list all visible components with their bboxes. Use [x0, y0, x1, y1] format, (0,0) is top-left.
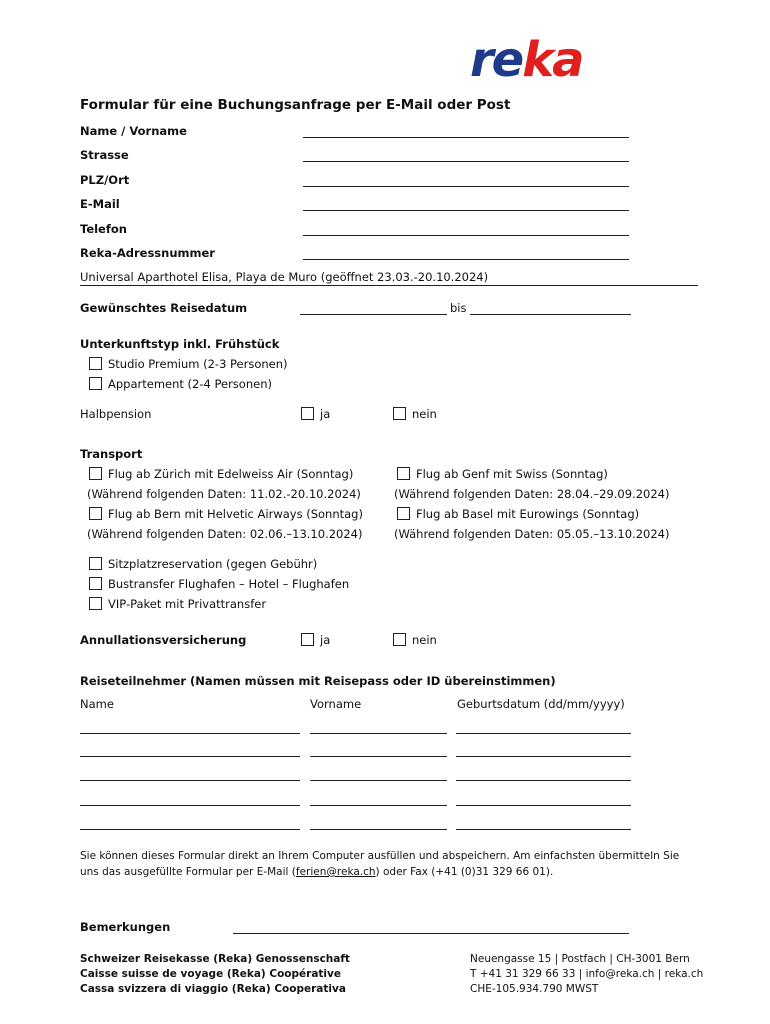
option-appartement: Appartement (2-4 Personen): [108, 377, 272, 391]
participant-5-name-input[interactable]: [80, 829, 300, 830]
submission-note: [80, 848, 700, 880]
reka-logo: [470, 32, 583, 88]
footer-organization: [80, 952, 350, 997]
checkbox-flight-basel[interactable]: [397, 507, 410, 520]
extra-seat-reservation: Sitzplatzreservation (gegen Gebühr): [108, 557, 318, 571]
checkbox-flight-bern[interactable]: [89, 507, 102, 520]
halfboard-label: Halbpension: [80, 407, 152, 421]
note-line-2-pre: uns das ausgefüllte Formular per E-Mail (: [80, 866, 296, 878]
checkbox-appartement[interactable]: [89, 377, 102, 390]
flight-bern-label: Flug ab Bern mit Helvetic Airways (Sonntag): [108, 507, 363, 521]
checkbox-flight-genf[interactable]: [397, 467, 410, 480]
field-label-name: Name / Vorname: [80, 124, 187, 138]
field-input-strasse[interactable]: [303, 161, 629, 162]
halfboard-yes-label: ja: [320, 407, 331, 421]
flight-basel-label: Flug ab Basel mit Eurowings (Sonntag): [416, 507, 640, 521]
note-line-1: Sie können dieses Formular direkt an Ihrem Computer ausfüllen und abspeichern. Am einfachsten übermitteln Sie: [80, 850, 680, 862]
form-title: Formular für eine Buchungsanfrage per E-Mail oder Post: [80, 97, 511, 113]
field-label-strasse: Strasse: [80, 148, 129, 162]
participant-5-birthdate-input[interactable]: [456, 829, 631, 830]
participants-heading: Reiseteilnehmer (Namen müssen mit Reisepass oder ID übereinstimmen): [80, 674, 556, 688]
footer-phone-email: T +41 31 329 66 33 | info@reka.ch | reka.ch: [470, 968, 704, 980]
checkbox-flight-zurich[interactable]: [89, 467, 102, 480]
participant-1-birthdate-input[interactable]: [456, 733, 631, 734]
checkbox-cancellation-yes[interactable]: [301, 633, 314, 646]
participant-3-birthdate-input[interactable]: [456, 780, 631, 781]
field-label-reka-adressnummer: Reka-Adressnummer: [80, 246, 215, 260]
transport-heading: Transport: [80, 447, 143, 461]
field-input-name[interactable]: [303, 137, 629, 138]
cancellation-yes-label: ja: [320, 633, 331, 647]
field-label-email: E-Mail: [80, 197, 120, 211]
participant-1-name-input[interactable]: [80, 733, 300, 734]
footer-vat: CHE-105.934.790 MWST: [470, 983, 599, 995]
footer-contact: [470, 952, 703, 997]
flight-zurich-label: Flug ab Zürich mit Edelweiss Air (Sonntag): [108, 467, 354, 481]
remarks-label: Bemerkungen: [80, 920, 171, 934]
logo-part-re: re: [470, 32, 523, 88]
flight-zurich-dates: (Während folgenden Daten: 11.02.-20.10.2024): [87, 487, 361, 501]
field-input-telefon[interactable]: [303, 235, 629, 236]
participant-1-vorname-input[interactable]: [310, 733, 447, 734]
participants-col-name: Name: [80, 697, 114, 711]
cancellation-label: Annullationsversicherung: [80, 633, 247, 647]
participants-col-vorname: Vorname: [310, 697, 362, 711]
participant-3-name-input[interactable]: [80, 780, 300, 781]
participant-2-name-input[interactable]: [80, 756, 300, 757]
checkbox-halfboard-no[interactable]: [393, 407, 406, 420]
checkbox-halfboard-yes[interactable]: [301, 407, 314, 420]
participant-4-vorname-input[interactable]: [310, 805, 447, 806]
field-input-reka-adressnummer[interactable]: [303, 259, 629, 260]
participants-col-geburtsdatum: Geburtsdatum (dd/mm/yyyy): [457, 697, 625, 711]
footer-org-de: Schweizer Reisekasse (Reka) Genossenschaft: [80, 953, 350, 965]
checkbox-studio-premium[interactable]: [89, 357, 102, 370]
extra-bus-transfer: Bustransfer Flughafen – Hotel – Flughafen: [108, 577, 350, 591]
email-link[interactable]: ferien@reka.ch: [295, 866, 376, 878]
travel-date-label: Gewünschtes Reisedatum: [80, 301, 248, 315]
travel-date-to-input[interactable]: [470, 314, 631, 315]
travel-date-from-input[interactable]: [300, 314, 447, 315]
participant-3-vorname-input[interactable]: [310, 780, 447, 781]
flight-bern-dates: (Während folgenden Daten: 02.06.–13.10.2024): [87, 527, 363, 541]
cancellation-no-label: nein: [412, 633, 437, 647]
extra-vip-package: VIP-Paket mit Privattransfer: [108, 597, 267, 611]
accommodation-heading: Unterkunftstyp inkl. Frühstück: [80, 337, 280, 351]
halfboard-no-label: nein: [412, 407, 437, 421]
logo-part-ka: ka: [522, 32, 583, 88]
participant-2-birthdate-input[interactable]: [456, 756, 631, 757]
option-studio-premium: Studio Premium (2-3 Personen): [108, 357, 288, 371]
field-label-telefon: Telefon: [80, 222, 127, 236]
note-line-2: [80, 864, 700, 880]
field-label-plz-ort: PLZ/Ort: [80, 173, 130, 187]
checkbox-bus-transfer[interactable]: [89, 577, 102, 590]
hotel-info: Universal Aparthotel Elisa, Playa de Muro (geöffnet 23.03.-20.10.2024): [80, 270, 489, 284]
note-line-2-post: ) oder Fax (+41 (0)31 329 66 01).: [375, 866, 554, 878]
participant-4-name-input[interactable]: [80, 805, 300, 806]
field-input-email[interactable]: [303, 210, 629, 211]
participant-2-vorname-input[interactable]: [310, 756, 447, 757]
remarks-input[interactable]: [233, 933, 629, 934]
checkbox-vip-package[interactable]: [89, 597, 102, 610]
checkbox-cancellation-no[interactable]: [393, 633, 406, 646]
flight-genf-label: Flug ab Genf mit Swiss (Sonntag): [416, 467, 608, 481]
flight-genf-dates: (Während folgenden Daten: 28.04.–29.09.2024): [394, 487, 670, 501]
field-input-plz-ort[interactable]: [303, 186, 629, 187]
participant-4-birthdate-input[interactable]: [456, 805, 631, 806]
checkbox-seat-reservation[interactable]: [89, 557, 102, 570]
footer-org-it: Cassa svizzera di viaggio (Reka) Cooperativa: [80, 983, 346, 995]
footer-org-fr: Caisse suisse de voyage (Reka) Coopérative: [80, 968, 341, 980]
travel-date-bis: bis: [450, 301, 467, 315]
participant-5-vorname-input[interactable]: [310, 829, 447, 830]
hotel-divider: [80, 285, 698, 286]
flight-basel-dates: (Während folgenden Daten: 05.05.–13.10.2024): [394, 527, 670, 541]
footer-address: Neuengasse 15 | Postfach | CH-3001 Bern: [470, 953, 690, 965]
